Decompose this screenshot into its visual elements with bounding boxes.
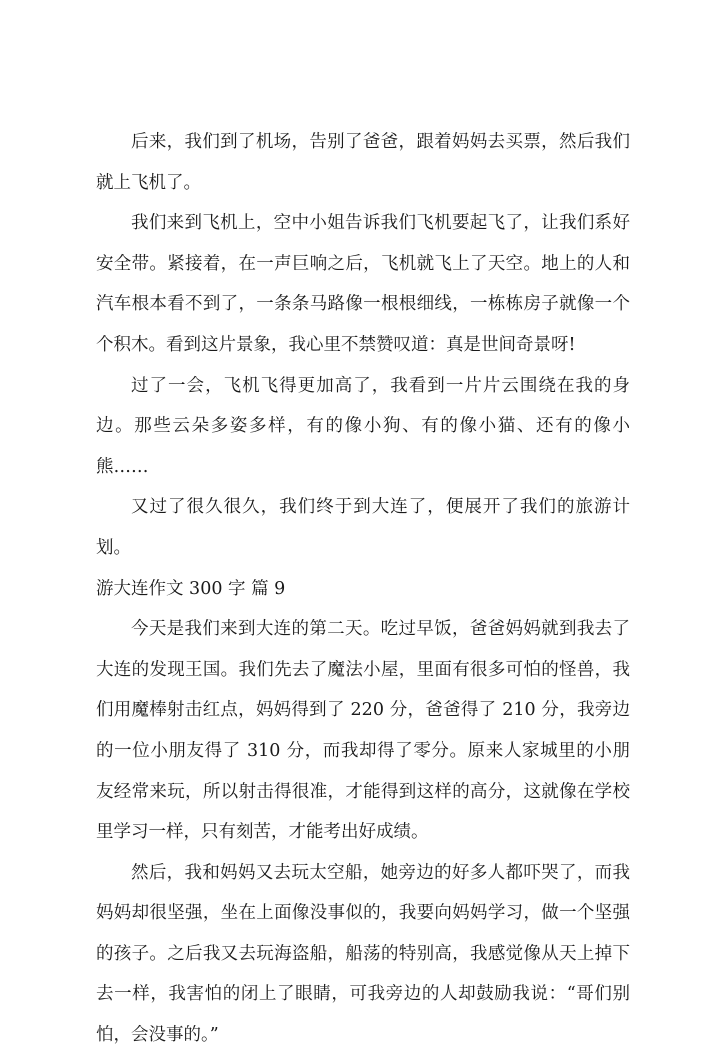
paragraph: 今天是我们来到大连的第二天。吃过早饭，爸爸妈妈就到我去了大连的发现王国。我们先去了魔法小屋，里面有很多可怕的怪兽，我们用魔棒射击红点，妈妈得到了 220 分，爸爸得了 210 分，我旁边的一位小朋友得了 310 分，而我却得了零分。原来人家城里的小朋友经常来玩，所以射击得很准，才能得到这样的高分，这就像在学校里学习一样，只有刻苦，才能考出好成绩。 (96, 619, 630, 843)
paragraph: 又过了很久很久，我们终于到大连了，便展开了我们的旅游计划。 (96, 497, 630, 558)
document-body (96, 122, 630, 1056)
paragraph: 后来，我们到了机场，告别了爸爸，跟着妈妈去买票，然后我们就上飞机了。 (96, 132, 630, 193)
paragraph: 然后，我和妈妈又去玩太空船，她旁边的好多人都吓哭了，而我妈妈却很坚强，坐在上面像没事似的，我要向妈妈学习，做一个坚强的孩子。之后我又去玩海盗船，船荡的特别高，我感觉像从天上掉下去一样，我害怕的闭上了眼睛，可我旁边的人却鼓励我说：“哥们别怕，会没事的。” (96, 862, 630, 1046)
paragraph: 我们来到飞机上，空中小姐告诉我们飞机要起飞了，让我们系好安全带。紧接着，在一声巨响之后，飞机就飞上了天空。地上的人和汽车根本看不到了，一条条马路像一根根细线，一栋栋房子就像一个个积木。看到这片景象，我心里不禁赞叹道：真是世间奇景呀! (96, 213, 630, 355)
paragraph: 过了一会，飞机飞得更加高了，我看到一片片云围绕在我的身边。那些云朵多姿多样，有的像小狗、有的像小猫、还有的像小熊…… (96, 375, 630, 477)
section-heading: 游大连作文 300 字 篇 9 (96, 578, 286, 599)
